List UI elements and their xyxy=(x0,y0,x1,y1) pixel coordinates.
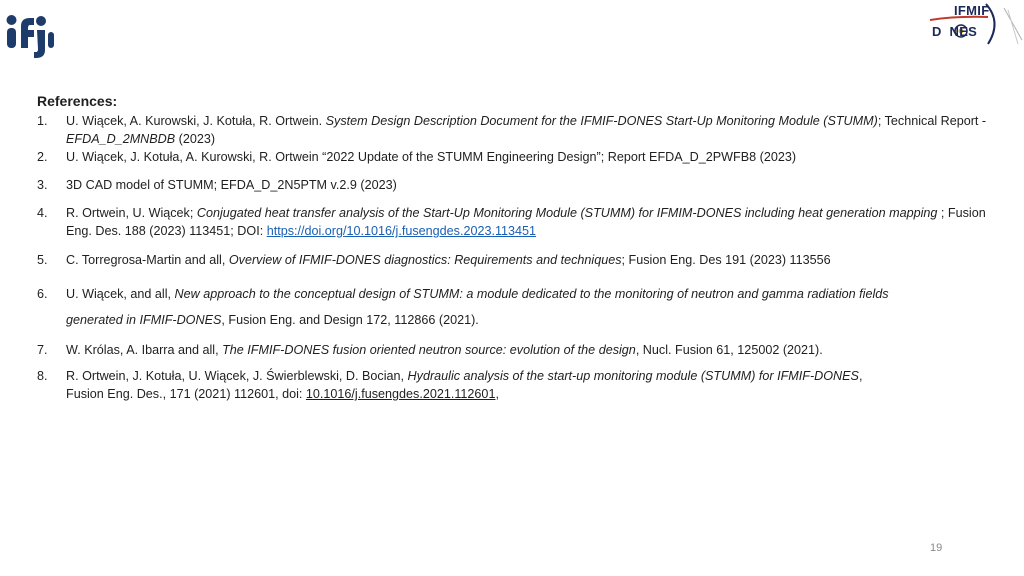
reference-text xyxy=(66,204,997,240)
reference-item-6-continued xyxy=(37,311,997,329)
reference-authors: W. Królas, A. Ibarra and all, xyxy=(66,343,223,357)
reference-source: ; Fusion Eng. Des. 188 (2023) 113451; DOI: xyxy=(66,206,986,238)
reference-text xyxy=(66,341,997,359)
reference-title: Conjugated heat transfer analysis of the Start-Up Monitoring Module (STUMM) for IFMIM-DONES including heat generation mapping xyxy=(196,206,938,220)
reference-text xyxy=(66,367,997,403)
reference-authors: R. Ortwein, U. Wiącek; xyxy=(66,206,197,220)
reference-source: , Nucl. Fusion 61, 125002 (2021). xyxy=(635,343,823,357)
reference-number: 6. xyxy=(37,287,48,301)
reference-number: 3. xyxy=(37,178,48,192)
reference-title-cont: generated in IFMIF-DONES xyxy=(66,313,222,327)
reference-source: Fusion Eng. Des., 171 (2021) 112601, doi: xyxy=(66,387,306,401)
reference-item-7 xyxy=(37,341,997,359)
reference-number: 1. xyxy=(37,114,48,128)
ifj-logo-graphic xyxy=(4,8,56,60)
doi-link[interactable]: https://doi.org/10.1016/j.fusengdes.2023.113451 xyxy=(266,224,537,238)
doi-link[interactable]: 10.1016/j.fusengdes.2021.112601 xyxy=(305,387,496,401)
reference-text xyxy=(66,251,997,269)
reference-tail: , xyxy=(495,387,499,401)
reference-authors: R. Ortwein, J. Kotuła, U. Wiącek, J. Świerblewski, D. Bocian, xyxy=(66,369,408,383)
reference-title: The IFMIF-DONES fusion oriented neutron source: evolution of the design xyxy=(222,343,636,357)
logo-text-dones: D NES xyxy=(932,24,978,39)
reference-title: Overview of IFMIF-DONES diagnostics: Requirements and techniques xyxy=(228,253,622,267)
reference-item-1 xyxy=(37,112,997,148)
reference-authors: C. Torregrosa-Martin and all, xyxy=(66,253,229,267)
ifmif-dones-logo xyxy=(926,0,1024,48)
reference-number: 4. xyxy=(37,206,48,220)
reference-source: ; Fusion Eng. Des 191 (2023) 113556 xyxy=(621,253,831,267)
reference-text: 3D CAD model of STUMM; EFDA_D_2N5PTM v.2.9 (2023) xyxy=(66,178,397,192)
reference-number: 8. xyxy=(37,369,48,383)
reference-number: 7. xyxy=(37,343,48,357)
reference-item-3 xyxy=(37,176,997,194)
reference-year: (2023) xyxy=(175,132,216,146)
reference-separator: , xyxy=(858,369,863,383)
reference-report-id: EFDA_D_2MNBDB xyxy=(66,132,176,146)
reference-item-5 xyxy=(37,251,997,269)
reference-item-2 xyxy=(37,148,997,166)
reference-text: U. Wiącek, J. Kotuła, A. Kurowski, R. Ortwein “2022 Update of the STUMM Engineering Design”; Report EFDA_D_2PWFB8 (2023) xyxy=(66,150,797,164)
page-number: 19 xyxy=(930,542,943,554)
reference-item-4 xyxy=(37,204,997,240)
reference-item-8 xyxy=(37,367,997,403)
reference-number: 5. xyxy=(37,253,48,267)
reference-mid: ; Technical Report - xyxy=(877,114,987,128)
logo-text-ifmif: IFMIF xyxy=(954,3,990,18)
reference-number: 2. xyxy=(37,150,48,164)
reference-title: System Design Description Document for the IFMIF-DONES Start-Up Monitoring Module (STUMM) xyxy=(325,114,878,128)
reference-source: , Fusion Eng. and Design 172, 112866 (2021). xyxy=(221,313,479,327)
reference-title: Hydraulic analysis of the start-up monitoring module (STUMM) for IFMIF-DONES xyxy=(407,369,859,383)
reference-title: New approach to the conceptual design of STUMM: a module dedicated to the monitoring of neutron and gamma radiation fields xyxy=(174,287,889,301)
reference-text xyxy=(66,112,997,148)
reference-text xyxy=(66,285,997,303)
references-heading: References: xyxy=(37,93,118,109)
reference-text xyxy=(66,311,997,329)
reference-authors: U. Wiącek, and all, xyxy=(66,287,175,301)
reference-item-6 xyxy=(37,285,997,303)
reference-authors: U. Wiącek, A. Kurowski, J. Kotuła, R. Ortwein. xyxy=(66,114,326,128)
ifj-logo xyxy=(4,8,56,60)
